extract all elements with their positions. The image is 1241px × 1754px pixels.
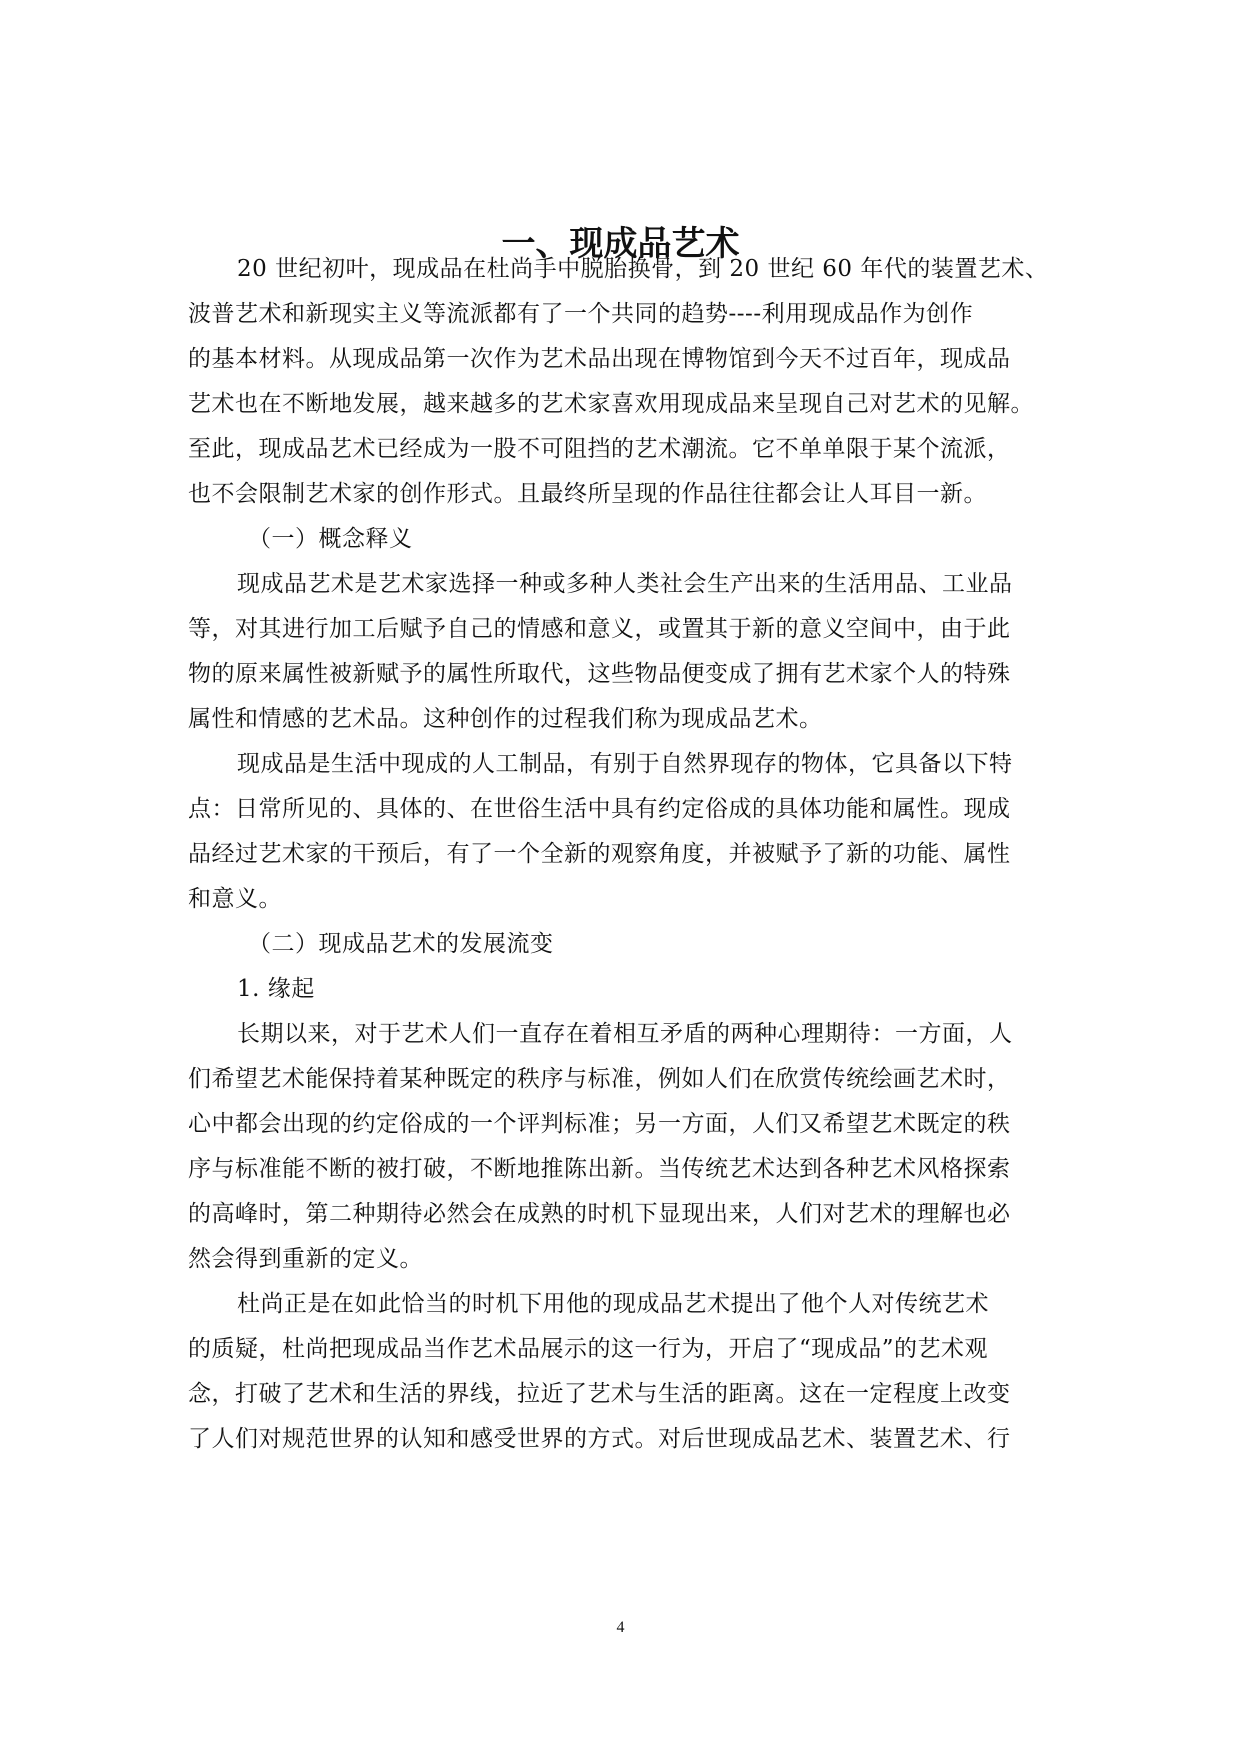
paragraph-line: 20 世纪初叶，现成品在杜尚手中脱胎换骨，到 20 世纪 60 年代的装置艺术、 [237, 256, 1049, 282]
paragraph-line: 长期以来，对于艺术人们一直存在着相互矛盾的两种心理期待：一方面，人 [237, 1021, 1013, 1047]
paragraph-line: 的质疑，杜尚把现成品当作艺术品展示的这一行为，开启了“现成品”的艺术观 [188, 1336, 989, 1362]
paragraph-line: 点：日常所见的、具体的、在世俗生活中具有约定俗成的具体功能和属性。现成 [188, 796, 1011, 822]
paragraph-line: 序与标准能不断的被打破，不断地推陈出新。当传统艺术达到各种艺术风格探索 [188, 1156, 1011, 1182]
section-heading: （二）现成品艺术的发展流变 [248, 931, 554, 957]
paragraph-line: 品经过艺术家的干预后，有了一个全新的观察角度，并被赋予了新的功能、属性 [188, 841, 1011, 867]
paragraph-line: 物的原来属性被新赋予的属性所取代，这些物品便变成了拥有艺术家个人的特殊 [188, 661, 1011, 687]
subsection-heading: 1. 缘起 [237, 976, 315, 1002]
paragraph-line: 现成品艺术是艺术家选择一种或多种人类社会生产出来的生活用品、工业品 [237, 571, 1013, 597]
paragraph-line: 等，对其进行加工后赋予自己的情感和意义，或置其于新的意义空间中，由于此 [188, 616, 1011, 642]
section-heading: （一）概念释义 [248, 526, 413, 552]
paragraph-line: 的基本材料。从现成品第一次作为艺术品出现在博物馆到今天不过百年，现成品 [188, 346, 1011, 372]
paragraph-line: 属性和情感的艺术品。这种创作的过程我们称为现成品艺术。 [188, 706, 823, 732]
page-number: 4 [616, 1619, 625, 1636]
paragraph-line: 波普艺术和新现实主义等流派都有了一个共同的趋势----利用现成品作为创作 [188, 301, 974, 327]
paragraph-line: 至此，现成品艺术已经成为一股不可阻挡的艺术潮流。它不单单限于某个流派， [188, 436, 1011, 462]
paragraph-line: 的高峰时，第二种期待必然会在成熟的时机下显现出来，人们对艺术的理解也必 [188, 1201, 1011, 1227]
paragraph-line: 念，打破了艺术和生活的界线，拉近了艺术与生活的距离。这在一定程度上改变 [188, 1381, 1011, 1407]
paragraph-line: 现成品是生活中现成的人工制品，有别于自然界现存的物体，它具备以下特 [237, 751, 1013, 777]
paragraph-line: 然会得到重新的定义。 [188, 1246, 423, 1272]
paragraph-line: 了人们对规范世界的认知和感受世界的方式。对后世现成品艺术、装置艺术、行 [188, 1426, 1011, 1452]
paragraph-line: 也不会限制艺术家的创作形式。且最终所呈现的作品往往都会让人耳目一新。 [188, 481, 987, 507]
paragraph-line: 杜尚正是在如此恰当的时机下用他的现成品艺术提出了他个人对传统艺术 [237, 1291, 989, 1317]
paragraph-line: 艺术也在不断地发展，越来越多的艺术家喜欢用现成品来呈现自己对艺术的见解。 [188, 391, 1034, 417]
paragraph-line: 心中都会出现的约定俗成的一个评判标准；另一方面，人们又希望艺术既定的秩 [188, 1111, 1011, 1137]
paragraph-line: 和意义。 [188, 886, 282, 912]
paragraph-line: 们希望艺术能保持着某种既定的秩序与标准，例如人们在欣赏传统绘画艺术时， [188, 1066, 1011, 1092]
chapter-title: 一、现成品艺术 [501, 224, 740, 264]
